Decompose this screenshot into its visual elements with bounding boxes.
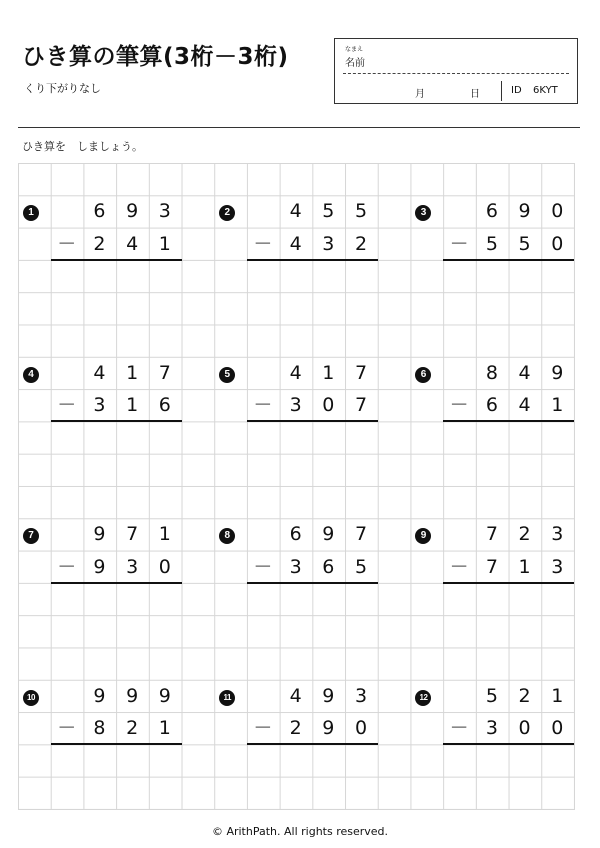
minus-sign: －	[449, 394, 469, 417]
minuend-digit: 6	[485, 200, 498, 223]
minus-sign: －	[449, 717, 469, 740]
minuend-digit: 7	[355, 523, 368, 546]
subtrahend-digit: 9	[93, 555, 106, 578]
problem-number-badge: 7	[23, 528, 39, 544]
minuend-digit: 1	[551, 684, 564, 707]
subtrahend-digit: 1	[158, 717, 171, 740]
problem-number-badge: 5	[219, 367, 235, 383]
subtrahend-digit: 4	[289, 232, 302, 255]
problem-8	[214, 518, 386, 584]
page-subtitle: くり下がりなし	[24, 82, 101, 95]
problem-7	[18, 518, 190, 584]
subtrahend-digit: 3	[289, 394, 302, 417]
subtrahend-digit: 2	[355, 232, 368, 255]
minuend-digit: 3	[551, 523, 564, 546]
minuend-digit: 6	[93, 200, 106, 223]
minus-sign: －	[253, 717, 273, 740]
minuend-digit: 6	[289, 523, 302, 546]
problem-12	[410, 680, 582, 746]
subtrahend-digit: 1	[158, 232, 171, 255]
problem-11	[214, 680, 386, 746]
subtrahend-digit: 3	[126, 555, 139, 578]
subtrahend-digit: 3	[322, 232, 335, 255]
subtrahend-digit: 1	[126, 394, 139, 417]
minuend-digit: 9	[93, 523, 106, 546]
problem-number-badge: 2	[219, 205, 235, 221]
problem-1	[18, 195, 190, 261]
minus-sign: －	[253, 394, 273, 417]
answer-rule	[51, 259, 182, 261]
answer-rule	[247, 743, 378, 745]
subtrahend-digit: 4	[518, 394, 531, 417]
problem-9	[410, 518, 582, 584]
minuend-digit: 5	[485, 684, 498, 707]
problem-number-badge: 12	[415, 690, 431, 706]
name-label: 名前	[345, 58, 365, 69]
minuend-digit: 4	[289, 361, 302, 384]
worksheet-grid	[18, 163, 575, 810]
subtrahend-digit: 7	[485, 555, 498, 578]
name-box-divider	[501, 81, 502, 101]
problem-number-badge: 10	[23, 690, 39, 706]
subtrahend-digit: 2	[289, 717, 302, 740]
minuend-digit: 4	[518, 361, 531, 384]
minuend-digit: 9	[551, 361, 564, 384]
subtrahend-digit: 0	[518, 717, 531, 740]
day-label: 日	[470, 89, 480, 100]
minuend-digit: 9	[322, 523, 335, 546]
minuend-digit: 2	[518, 523, 531, 546]
answer-rule	[443, 420, 574, 422]
minuend-digit: 9	[93, 684, 106, 707]
subtrahend-digit: 8	[93, 717, 106, 740]
page-title: ひき算の筆算(3桁－3桁)	[22, 44, 289, 70]
problem-number-badge: 6	[415, 367, 431, 383]
minus-sign: －	[57, 555, 77, 578]
minuend-digit: 4	[289, 684, 302, 707]
id-value: 6KYT	[533, 85, 558, 96]
minus-sign: －	[253, 555, 273, 578]
minus-sign: －	[57, 232, 77, 255]
subtrahend-digit: 0	[551, 717, 564, 740]
subtrahend-digit: 3	[289, 555, 302, 578]
answer-rule	[247, 259, 378, 261]
problem-number-badge: 4	[23, 367, 39, 383]
subtrahend-digit: 6	[158, 394, 171, 417]
subtrahend-digit: 3	[485, 717, 498, 740]
minuend-digit: 9	[126, 684, 139, 707]
name-box	[334, 38, 578, 104]
minuend-digit: 4	[289, 200, 302, 223]
minuend-digit: 2	[518, 684, 531, 707]
problem-number-badge: 9	[415, 528, 431, 544]
footer-copyright: © ArithPath. All rights reserved.	[211, 825, 389, 838]
subtrahend-digit: 3	[551, 555, 564, 578]
minuend-digit: 3	[158, 200, 171, 223]
subtrahend-digit: 5	[485, 232, 498, 255]
minuend-digit: 1	[322, 361, 335, 384]
problem-6	[410, 357, 582, 423]
minuend-digit: 9	[322, 684, 335, 707]
instruction-text: ひき算を しましょう。	[22, 140, 143, 153]
problem-5	[214, 357, 386, 423]
subtrahend-digit: 1	[551, 394, 564, 417]
subtrahend-digit: 9	[322, 717, 335, 740]
answer-rule	[51, 743, 182, 745]
subtrahend-digit: 0	[551, 232, 564, 255]
answer-rule	[247, 420, 378, 422]
minuend-digit: 5	[355, 200, 368, 223]
id-label: ID	[511, 85, 522, 96]
minuend-digit: 0	[551, 200, 564, 223]
minuend-digit: 9	[518, 200, 531, 223]
answer-rule	[443, 582, 574, 584]
minuend-digit: 7	[126, 523, 139, 546]
minus-sign: －	[57, 717, 77, 740]
subtrahend-digit: 6	[485, 394, 498, 417]
subtrahend-digit: 5	[518, 232, 531, 255]
problem-number-badge: 8	[219, 528, 235, 544]
subtrahend-digit: 6	[322, 555, 335, 578]
subtrahend-digit: 4	[126, 232, 139, 255]
problem-10	[18, 680, 190, 746]
subtrahend-digit: 5	[355, 555, 368, 578]
problem-2	[214, 195, 386, 261]
minuend-digit: 8	[485, 361, 498, 384]
name-ruby: なまえ	[345, 46, 364, 53]
name-writing-line	[343, 73, 569, 74]
header-divider	[18, 127, 580, 128]
subtrahend-digit: 0	[158, 555, 171, 578]
answer-rule	[443, 743, 574, 745]
answer-rule	[247, 582, 378, 584]
answer-rule	[51, 420, 182, 422]
minuend-digit: 7	[355, 361, 368, 384]
subtrahend-digit: 0	[322, 394, 335, 417]
minuend-digit: 5	[322, 200, 335, 223]
subtrahend-digit: 2	[126, 717, 139, 740]
minuend-digit: 3	[355, 684, 368, 707]
minuend-digit: 9	[158, 684, 171, 707]
minuend-digit: 4	[93, 361, 106, 384]
minus-sign: －	[449, 232, 469, 255]
subtrahend-digit: 2	[93, 232, 106, 255]
minuend-digit: 1	[158, 523, 171, 546]
minus-sign: －	[449, 555, 469, 578]
subtrahend-digit: 1	[518, 555, 531, 578]
problem-3	[410, 195, 582, 261]
minuend-digit: 9	[126, 200, 139, 223]
minus-sign: －	[253, 232, 273, 255]
minuend-digit: 7	[485, 523, 498, 546]
minus-sign: －	[57, 394, 77, 417]
answer-rule	[51, 582, 182, 584]
problem-number-badge: 1	[23, 205, 39, 221]
subtrahend-digit: 7	[355, 394, 368, 417]
answer-rule	[443, 259, 574, 261]
minuend-digit: 1	[126, 361, 139, 384]
subtrahend-digit: 3	[93, 394, 106, 417]
problem-number-badge: 3	[415, 205, 431, 221]
subtrahend-digit: 0	[355, 717, 368, 740]
minuend-digit: 7	[158, 361, 171, 384]
problem-4	[18, 357, 190, 423]
month-label: 月	[415, 89, 425, 100]
problem-number-badge: 11	[219, 690, 235, 706]
